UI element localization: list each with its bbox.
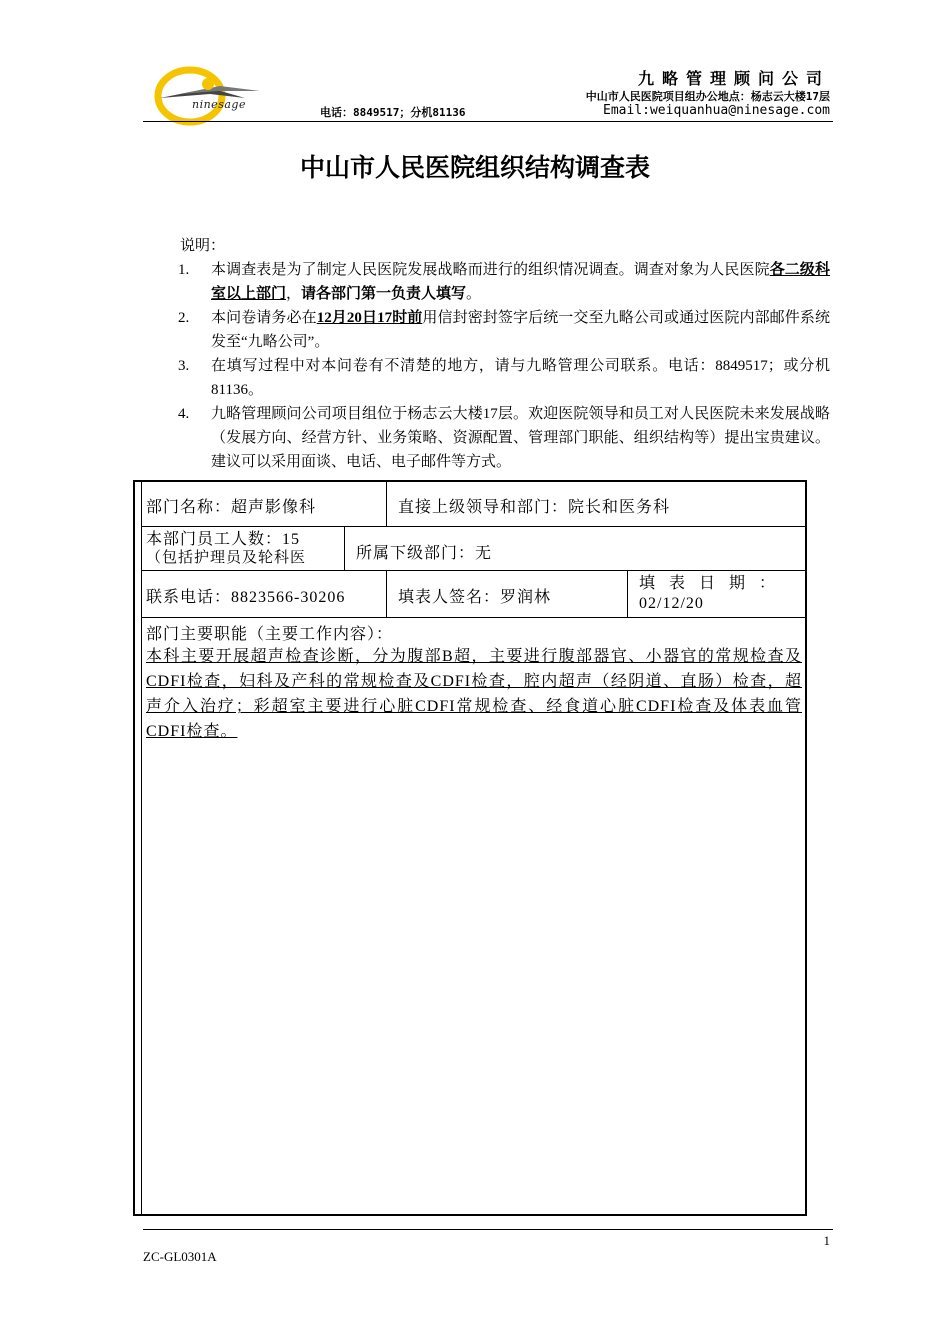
superior-field[interactable]: 直接上级领导和部门：院长和医务科 — [398, 499, 671, 516]
note-item — [178, 258, 830, 306]
company-logo — [150, 58, 270, 128]
col-divider — [386, 570, 387, 617]
logo-text: ninesage — [192, 98, 246, 111]
note-text: 九略管理顾问公司项目组位于杨志云大楼17层。欢迎医院领导和员工对人民医院未来发展战略（发展方向、经营方针、业务策略、资源配置、管理部门职能、组织结构等）提出宝贵建议。建议可以采用面谈、电话、电子邮件等方式。 — [211, 406, 830, 470]
note-text: 在填写过程中对本问卷有不清楚的地方，请与九略管理公司联系。电话：8849517；或分机81136。 — [211, 358, 830, 398]
document-code: ZC-GL0301A — [143, 1249, 217, 1264]
duties-label: 部门主要职能（主要工作内容）： — [146, 626, 394, 643]
header-divider — [143, 121, 833, 122]
note-number: 2. — [178, 310, 190, 326]
document-title: 中山市人民医院组织结构调查表 — [299, 153, 650, 182]
note-text: 本问卷请务必在12月20日17时前用信封密封签字后统一交至九略公司或通过医院内部邮件系统发至“九略公司”。 — [211, 310, 830, 350]
note-item — [178, 402, 830, 474]
contact-phone-field[interactable]: 联系电话：8823566-30206 — [146, 589, 346, 606]
footer-divider — [143, 1229, 833, 1230]
page-number: 1 — [823, 1233, 830, 1248]
col-divider — [386, 482, 387, 526]
row-divider — [141, 570, 805, 571]
company-name: 九略管理顾问公司 — [637, 69, 830, 88]
duties-field[interactable]: 本科主要开展超声检查诊断，分为腹部B超，主要进行腹部器官、小器官的常规检查及CDFI检查，妇科及产科的常规检查及CDFI检查，腔内超声（经阴道、直肠）检查，超声介入治疗；彩超室主要进行心脏CDFI常规检查、经食道心脏CDFI检查及体表血管CDFI检查。 — [146, 648, 802, 740]
subordinate-field[interactable]: 所属下级部门：无 — [356, 545, 493, 562]
note-number: 4. — [178, 406, 190, 422]
note-item — [178, 354, 830, 402]
row-divider — [141, 526, 805, 527]
note-item — [178, 306, 830, 354]
deadline-emphasis: 12月20日17时前 — [316, 310, 423, 326]
survey-form — [133, 480, 807, 1216]
staff-count-field[interactable]: 本部门员工人数：15 （包括护理员及轮科医 — [146, 531, 307, 566]
company-phone: 电话：8849517；分机81136 — [320, 106, 466, 119]
responsible-person-emphasis: 请各部门第一负责人填写 — [301, 286, 467, 302]
company-email: Email:weiquanhua@ninesage.com — [603, 103, 830, 118]
note-number: 1. — [178, 262, 190, 278]
filler-signature-field[interactable]: 填表人签名：罗润林 — [398, 589, 552, 606]
notes-label: 说明： — [180, 238, 226, 254]
form-inner-border — [141, 482, 142, 1214]
note-text: 本调查表是为了制定人民医院发展战略而进行的组织情况调查。调查对象为人民医院各二级科室以上部门，请各部门第一负责人填写。 — [211, 262, 830, 302]
col-divider — [627, 570, 628, 617]
target-depts-emphasis: 各二级科室以上部门 — [211, 262, 830, 302]
note-number: 3. — [178, 358, 190, 374]
notes-list — [178, 258, 830, 474]
col-divider — [344, 526, 345, 570]
logo-swoosh-icon — [150, 58, 270, 128]
fill-date-field[interactable]: 填表日期： 02/12/20 — [639, 575, 790, 612]
dept-name-field[interactable]: 部门名称：超声影像科 — [146, 499, 317, 516]
company-address: 中山市人民医院项目组办公地点：杨志云大楼17层 — [585, 90, 830, 103]
row-divider — [141, 617, 805, 618]
